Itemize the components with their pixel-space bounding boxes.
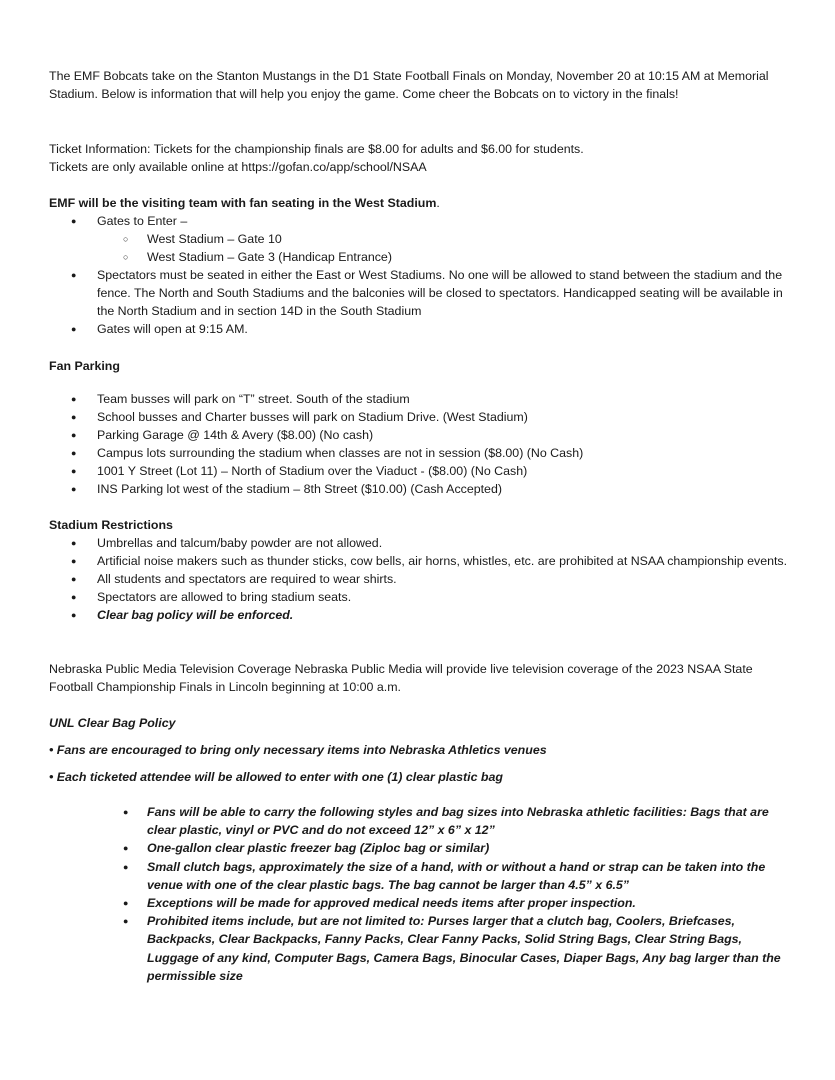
list-item: ● Campus lots surrounding the stadium when classes are not in session ($8.00) (No Cash)	[49, 444, 789, 462]
gate-item: ○ West Stadium – Gate 10	[49, 230, 789, 248]
list-item: ● Gates will open at 9:15 AM.	[49, 320, 789, 338]
list-item: ● One-gallon clear plastic freezer bag (Ziploc bag or similar)	[49, 839, 789, 857]
seating-heading	[49, 194, 789, 212]
gates-sublist	[49, 230, 789, 266]
tv-coverage-paragraph: Nebraska Public Media Television Coverage Nebraska Public Media will provide live television coverage of the 2023 NSAA State Football Championship Finals in Lincoln beginning at 10:00 a.m.	[49, 662, 753, 694]
list-item: ● INS Parking lot west of the stadium – 8th Street ($10.00) (Cash Accepted)	[49, 480, 789, 498]
list-item: ● Fans will be able to carry the following styles and bag sizes into Nebraska athletic facilities: Bags that are clear plastic, vinyl or PVC and do not exceed 12” x 6” x 12”	[49, 803, 789, 839]
ticket-line-prices: Ticket Information: Tickets for the championship finals are $8.00 for adults and $6.00 for students.	[49, 142, 584, 156]
intro-paragraph: The EMF Bobcats take on the Stanton Mustangs in the D1 State Football Finals on Monday, November 20 at 10:15 AM at Memorial Stadium. Below is information that will help you enjoy the game. Come cheer the Bobcats on to victory in the finals!	[49, 69, 769, 101]
list-item: ● Artificial noise makers such as thunder sticks, cow bells, air horns, whistles, etc. are prohibited at NSAA championship events.	[49, 552, 789, 570]
list-item: ● Clear bag policy will be enforced.	[49, 606, 789, 624]
list-item: ● All students and spectators are required to wear shirts.	[49, 570, 789, 588]
parking-list	[49, 390, 789, 498]
ticket-line-online: Tickets are only available online at https://gofan.co/app/school/NSAA	[49, 160, 427, 174]
list-item: ● Spectators are allowed to bring stadium seats.	[49, 588, 789, 606]
seating-heading-text: EMF will be the visiting team with fan seating in the West Stadium	[49, 196, 437, 210]
seating-heading-period: .	[436, 196, 440, 210]
parking-heading: Fan Parking	[49, 359, 120, 373]
list-item: ● 1001 Y Street (Lot 11) – North of Stadium over the Viaduct - ($8.00) (No Cash)	[49, 462, 789, 480]
list-item: ● School busses and Charter busses will park on Stadium Drive. (West Stadium)	[49, 408, 789, 426]
gate-item: ○ West Stadium – Gate 3 (Handicap Entrance)	[49, 248, 789, 266]
restrictions-section	[49, 516, 789, 624]
list-item: ● Spectators must be seated in either the East or West Stadiums. No one will be allowed to stand between the stadium and the fence. The North and South Stadiums and the balconies will be closed to spectators. Handicapped seating will be available in the North Stadium and in section 14D in the South Stadium	[49, 266, 789, 320]
ticket-info	[49, 140, 789, 176]
list-item: ● Umbrellas and talcum/baby powder are not allowed.	[49, 534, 789, 552]
clear-bag-line-2: • Each ticketed attendee will be allowed to enter with one (1) clear plastic bag	[49, 770, 503, 784]
seating-list	[49, 212, 789, 230]
list-item	[49, 212, 789, 230]
restrictions-heading: Stadium Restrictions	[49, 518, 173, 532]
restrictions-list	[49, 534, 789, 624]
seating-section	[49, 194, 789, 338]
clear-bag-list	[49, 803, 789, 985]
list-item: ● Prohibited items include, but are not limited to: Purses larger that a clutch bag, Coolers, Briefcases, Backpacks, Clear Backpacks, Fanny Packs, Clear Fanny Packs, Solid String Bags, Clear String Bags, Luggage of any kind, Computer Bags, Camera Bags, Binocular Cases, Diaper Bags, Any bag larger than the permissible size	[49, 912, 789, 985]
clear-bag-line-1: • Fans are encouraged to bring only necessary items into Nebraska Athletics venues	[49, 743, 547, 757]
gates-label: Gates to Enter –	[97, 214, 188, 228]
list-item: ● Team busses will park on “T” street. South of the stadium	[49, 390, 789, 408]
clear-bag-heading: UNL Clear Bag Policy	[49, 716, 176, 730]
list-item: ● Exceptions will be made for approved medical needs items after proper inspection.	[49, 894, 789, 912]
seating-list-cont	[49, 266, 789, 338]
list-item: ● Small clutch bags, approximately the size of a hand, with or without a hand or strap can be taken into the venue with one of the clear plastic bags. The bag cannot be larger than 4.5” x 6.5”	[49, 858, 789, 894]
list-item: ● Parking Garage @ 14th & Avery ($8.00) (No cash)	[49, 426, 789, 444]
